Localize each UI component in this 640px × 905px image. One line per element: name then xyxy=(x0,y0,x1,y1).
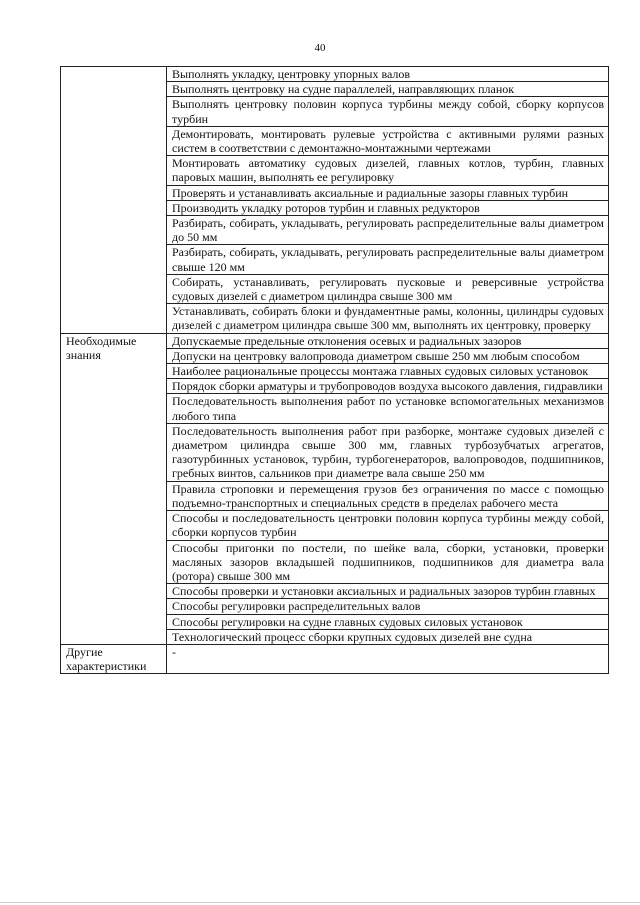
requirement-item: Демонтировать, монтировать рулевые устройства с активными рулями разных систем в соответствии с демонтажно-монтажными чертежами xyxy=(167,126,609,155)
table-row xyxy=(61,644,609,673)
requirement-item: - xyxy=(167,644,609,673)
requirement-item: Способы и последовательность центровки половин корпуса турбины между собой, сборки корпусов турбин xyxy=(167,511,609,540)
requirement-item: Производить укладку роторов турбин и главных редукторов xyxy=(167,200,609,215)
requirement-item: Наиболее рациональные процессы монтажа главных судовых силовых установок xyxy=(167,364,609,379)
table-row xyxy=(61,333,609,348)
requirement-item: Допускаемые предельные отклонения осевых и радиальных зазоров xyxy=(167,333,609,348)
requirement-item: Правила строповки и перемещения грузов без ограничения по массе с помощью подъемно-транспортных и специальных средств в пределах рабочего места xyxy=(167,481,609,510)
requirement-item: Способы регулировки на судне главных судовых силовых установок xyxy=(167,614,609,629)
requirement-item: Собирать, устанавливать, регулировать пусковые и реверсивные устройства судовых дизелей с диаметром цилиндра свыше 300 мм xyxy=(167,274,609,303)
requirement-item: Порядок сборки арматуры и трубопроводов воздуха высокого давления, гидравлики xyxy=(167,379,609,394)
section-label: Необходимые знания xyxy=(61,333,167,644)
requirement-item: Монтировать автоматику судовых дизелей, главных котлов, турбин, главных паровых машин, выполнять ее регулировку xyxy=(167,156,609,185)
requirement-item: Выполнять центровку на судне параллелей, направляющих планок xyxy=(167,82,609,97)
requirement-item: Допуски на центровку валопровода диаметром свыше 250 мм любым способом xyxy=(167,348,609,363)
page-number: 40 xyxy=(314,42,326,54)
table-body xyxy=(61,67,609,674)
requirement-item: Способы проверки и установки аксиальных и радиальных зазоров турбин главных xyxy=(167,584,609,599)
requirement-item: Разбирать, собирать, укладывать, регулировать распределительные валы диаметром до 50 мм xyxy=(167,216,609,245)
requirements-table xyxy=(60,66,609,674)
requirement-item: Последовательность выполнения работ при разборке, монтаже судовых дизелей с диаметром цилиндра свыше 300 мм, главных турбозубчатых агрегатов, газотурбинных установок, турбин, турбогенераторов, валопроводов, подшипников, гребных винтов, сальников при диаметре вала свыше 250 мм xyxy=(167,423,609,481)
section-label xyxy=(61,67,167,334)
requirement-item: Способы регулировки распределительных валов xyxy=(167,599,609,614)
scan-edge-line xyxy=(0,902,640,903)
section-label: Другие характеристики xyxy=(61,644,167,673)
requirement-item: Разбирать, собирать, укладывать, регулировать распределительные валы диаметром свыше 120 мм xyxy=(167,245,609,274)
requirement-item: Способы пригонки по постели, по шейке вала, сборки, установки, проверки масляных зазоров вкладышей подшипников, подшипников для диаметра вала (ротора) свыше 300 мм xyxy=(167,540,609,584)
table-row xyxy=(61,67,609,82)
requirement-item: Выполнять центровку половин корпуса турбины между собой, сборку корпусов турбин xyxy=(167,97,609,126)
requirement-item: Технологический процесс сборки крупных судовых дизелей вне судна xyxy=(167,629,609,644)
requirement-item: Выполнять укладку, центровку упорных валов xyxy=(167,67,609,82)
requirement-item: Устанавливать, собирать блоки и фундаментные рамы, колонны, цилиндры судовых дизелей с диаметром цилиндра свыше 300 мм, выполнять их центровку, проверку xyxy=(167,304,609,333)
requirement-item: Последовательность выполнения работ по установке вспомогательных механизмов любого типа xyxy=(167,394,609,423)
requirement-item: Проверять и устанавливать аксиальные и радиальные зазоры главных турбин xyxy=(167,185,609,200)
